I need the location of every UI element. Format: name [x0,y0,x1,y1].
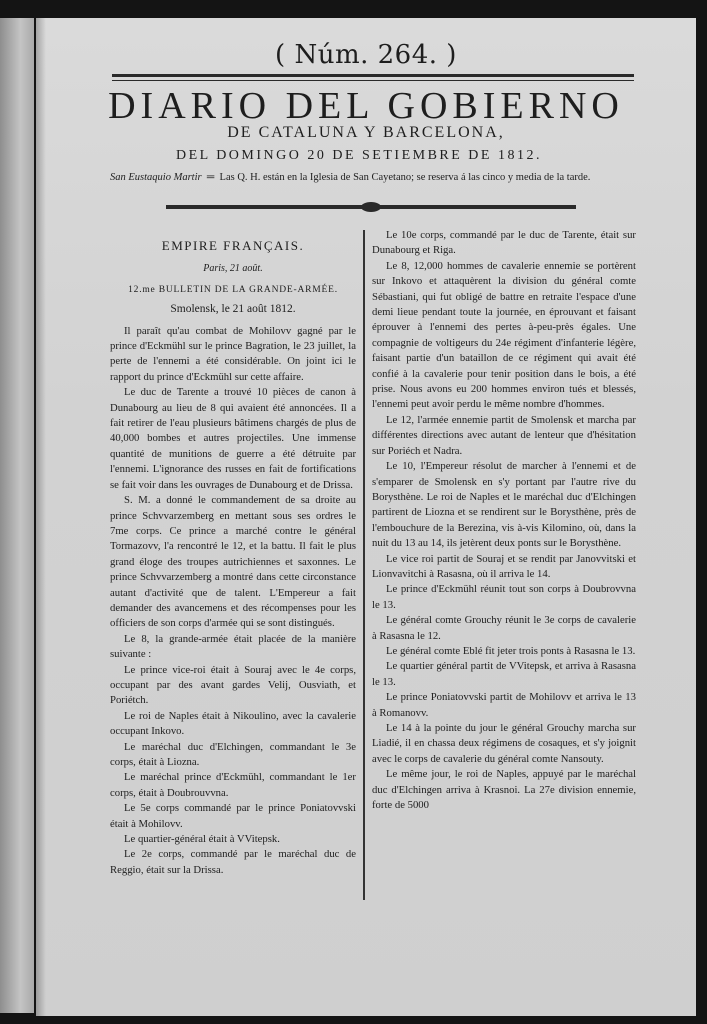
gutter-shadow [36,18,46,1016]
paragraph: Le prince d'Eckmühl réunit tout son corps à Doubrovvna le 13. [372,583,636,611]
paragraph: Le 14 à la pointe du jour le général Grouchy marcha sur Liadié, il en chassa deux régimens de cosaques, et s'y joignit avec le corps de cavalerie du général comte Nansouty. [372,722,636,765]
paragraph: Le maréchal duc d'Elchingen, commandant le 3e corps, était à Liozna. [110,740,356,768]
newspaper-title: DIARIO DEL GOBIERNO [108,85,624,127]
paragraph: Le duc de Tarente a trouvé 10 pièces de canon à Dunabourg au lieu de 8 qui avaient été annoncées. Il a fait retirer de l'eau plusieurs bâtimens chargés de plus de 40,000 bombes et autres projectiles. Une immense quantité de munitions de guerre a été détruite par l'ennemi. L'ignorance des russes en fait de fortifications se fait voir dans les ouvrages de Dunabourg et de Drissa. [110,386,356,491]
left-column [110,224,356,878]
bulletin-title: 12.me BULLETIN DE LA GRANDE-ARMÉE. [128,284,338,295]
paragraph: Le vice roi partit de Souraj et se rendit par Janovvitski et Lionvavitchi à Rasasna, où il arriva le 14. [372,552,636,580]
paragraph: S. M. a donné le commandement de sa droite au prince Schvvarzemberg en mettant sous ses ordres le 7me corps. Ce prince a marché contre le général Tormazovv, l'a rencontré le 12, et la battu. Il fait le plus grand éloge des troupes autrichiennes et saxonnes. Le prince Schvvarzemberg a montré dans cette circonstance autant d'activité que de talent. L'Empereur a fait demander des avancemens et des récompenses pour les officiers de son corps d'armée qui se sont distingués. [110,494,356,630]
notice-saint: San Eustaquio Martir [110,172,202,183]
paragraph: Le prince Poniatovvski partit de Mohilovv et arriva le 13 à Romanovv. [372,691,636,719]
paragraph: Le général comte Grouchy réunit le 3e corps de cavalerie à Rasasna le 12. [372,614,636,642]
header-rule-top-thin [112,80,634,81]
paragraph: Le roi de Naples était à Nikoulino, avec la cavalerie occupant Inkovo. [110,709,356,738]
paragraph: Le 12, l'armée ennemie partit de Smolensk et marcha par différentes directions avec autant de lenteur que d'hésitation sur Poriéch et Nadra. [372,413,636,457]
paragraph: Le quartier général partit de VVitepsk, et arriva à Rasasna le 13. [372,660,636,688]
ornament-center-icon [361,202,381,212]
newspaper-page [36,18,696,1016]
paragraph: Le même jour, le roi de Naples, appuyé par le maréchal duc d'Elchingen arriva à Krasnoi. La 27e division ennemie, forte de 5000 [372,768,636,812]
paragraph: Le 2e corps, commandé par le maréchal duc de Reggio, était sur la Drissa. [110,848,356,876]
notice-text: Las Q. H. están en la Iglesia de San Cayetano; se reserva á las cinco y media de la tarde. [219,172,591,183]
paragraph: Le 5e corps commandé par le prince Poniatovvski était à Mohilovv. [110,802,356,830]
paragraph: Le prince vice-roi était à Souraj avec le 4e corps, occupant par des avant gardes Velij, Ousviath, et Poriétch. [110,663,356,707]
paragraph: Le maréchal prince d'Eckmühl, commandant le 1er corps, était à Doubrouvvna. [110,771,356,799]
paragraph: Le 10, l'Empereur résolut de marcher à l'ennemi et de s'emparer de Smolensk en s'y portant par l'autre rive du Borysthène. Le roi de Naples et le maréchal duc d'Elchingen partirent de Liozna et se rendirent sur le Borysthène, près de l'embouchure de la Berezina, vis à-vis Kilomino, où, dans la nuit du 13 au 14, ils jetèrent deux ponts sur le Borysthène. [372,460,636,550]
paragraph: Le quartier-général était à VVitepsk. [124,833,280,846]
column-divider [363,230,365,900]
paragraph: Le 8, 12,000 hommes de cavalerie ennemie se portèrent sur Inkovo et attaquèrent la division du général comte Sébastiani, qui fut obligé de battre en retraite l'espace d'une demi lieue pendant toute la journée, en éprouvant et faisant éprouver à l'ennemi des pertes à-peu-près égales. Une compagnie de voltigeurs du 24e régiment d'infanterie légère, faisant partie d'un bataillon de ce régiment qui avait été confié à la cavalerie pour tenir position dans le bois, a été prise. Nous avons eu 200 hommes environ tués et blessés, l'ennemi peut avoir perdu le même nombre d'hommes. [372,259,636,411]
paragraph: Il paraît qu'au combat de Mohilovv gagné par le prince d'Eckmühl sur le prince Bagration, le 23 juillet, la perte de l'ennemi a été considérable. On joint ici le rapport du prince d'Eckmühl sur cette affaire. [110,324,356,383]
newspaper-subtitle: DE CATALUNA Y BARCELONA, [227,124,505,141]
facing-page-edge [0,18,34,1013]
paragraph: Le 10e corps, commandé par le duc de Tarente, était sur Dunabourg et Riga. [372,229,636,257]
church-notice [110,170,682,185]
dateline: Paris, 21 août. [203,263,263,275]
right-column [372,228,636,813]
place-date: Smolensk, le 21 août 1812. [170,303,296,316]
header-rule-top [112,74,634,77]
paragraph: Le 8, la grande-armée était placée de la manière suivante : [110,632,356,661]
notice-separator: ═ [204,172,217,183]
paragraph: Le général comte Eblé fit jeter trois ponts à Rasasna le 13. [386,644,636,657]
issue-number: ( Núm. 264. ) [275,40,457,70]
issue-date: DEL DOMINGO 20 DE SETIEMBRE DE 1812. [176,148,542,163]
section-heading: EMPIRE FRANÇAIS. [161,238,305,253]
